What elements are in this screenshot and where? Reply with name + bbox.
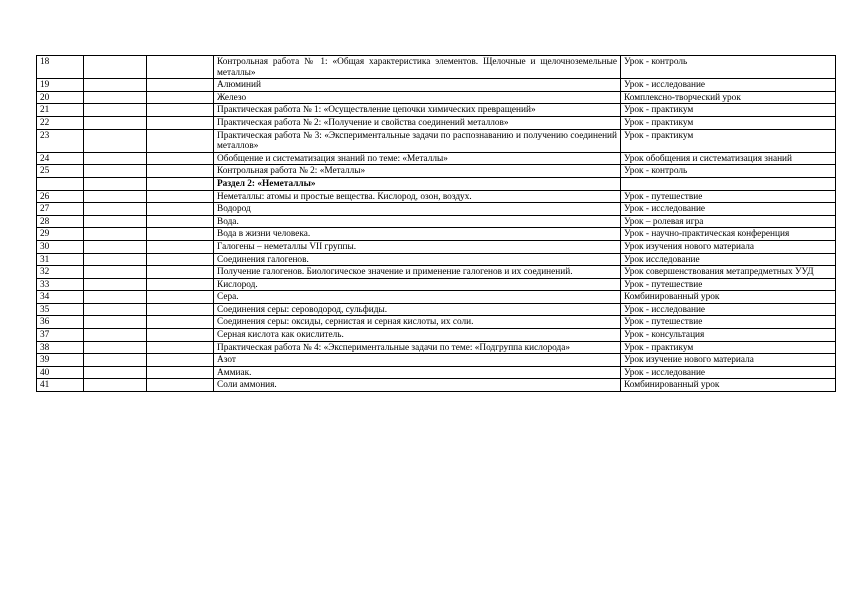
lesson-number-cell: 38: [37, 341, 84, 354]
empty-date-cell: [84, 366, 147, 379]
empty-date-cell: [147, 203, 214, 216]
table-row: [37, 152, 836, 165]
empty-date-cell: [84, 129, 147, 152]
lesson-number-cell: 22: [37, 116, 84, 129]
empty-date-cell: [147, 104, 214, 117]
empty-date-cell: [84, 379, 147, 392]
lesson-topic-cell: Соли аммония.: [214, 379, 621, 392]
empty-date-cell: [84, 104, 147, 117]
lesson-number-cell: 40: [37, 366, 84, 379]
lesson-topic-cell: Практическая работа № 4: «Экспериментальные задачи по теме: «Подгруппа кислорода»: [214, 341, 621, 354]
empty-date-cell: [147, 316, 214, 329]
lesson-type-cell: Урок - научно-практическая конференция: [621, 228, 836, 241]
table-row: [37, 366, 836, 379]
lesson-type-cell: Урок - консультация: [621, 329, 836, 342]
empty-date-cell: [84, 152, 147, 165]
empty-date-cell: [147, 177, 214, 190]
lesson-topic-cell: Вода в жизни человека.: [214, 228, 621, 241]
empty-date-cell: [147, 165, 214, 178]
empty-date-cell: [84, 303, 147, 316]
empty-date-cell: [147, 152, 214, 165]
lesson-number-cell: 18: [37, 56, 84, 79]
lesson-type-cell: Урок совершенствования метапредметных УУД: [621, 266, 836, 279]
empty-date-cell: [84, 341, 147, 354]
table-row: [37, 253, 836, 266]
lesson-type-cell: Урок - практикум: [621, 116, 836, 129]
table-row: [37, 316, 836, 329]
empty-date-cell: [147, 129, 214, 152]
lesson-topic-cell: Соединения серы: оксиды, сернистая и серная кислоты, их соли.: [214, 316, 621, 329]
lesson-number-cell: 35: [37, 303, 84, 316]
lesson-type-cell: Комбинированный урок: [621, 291, 836, 304]
table-row: [37, 215, 836, 228]
lesson-number-cell: 21: [37, 104, 84, 117]
table-row: [37, 379, 836, 392]
table-row: [37, 278, 836, 291]
lesson-type-cell: Урок - исследование: [621, 203, 836, 216]
table-row: [37, 228, 836, 241]
lesson-topic-cell: Водород: [214, 203, 621, 216]
lesson-number-cell: 32: [37, 266, 84, 279]
lesson-topic-cell: Получение галогенов. Биологическое значение и применение галогенов и их соединений.: [214, 266, 621, 279]
table-row: [37, 329, 836, 342]
lesson-number-cell: 37: [37, 329, 84, 342]
lesson-topic-cell: Азот: [214, 354, 621, 367]
lesson-topic-cell: Железо: [214, 91, 621, 104]
table-row: [37, 91, 836, 104]
empty-date-cell: [84, 228, 147, 241]
lesson-type-cell: Урок - путешествие: [621, 190, 836, 203]
lesson-topic-cell: Алюминий: [214, 79, 621, 92]
lesson-topic-cell: Обобщение и систематизация знаний по теме: «Металлы»: [214, 152, 621, 165]
empty-date-cell: [147, 116, 214, 129]
empty-date-cell: [147, 253, 214, 266]
lesson-topic-cell: Галогены – неметаллы VII группы.: [214, 240, 621, 253]
table-row: [37, 190, 836, 203]
empty-date-cell: [84, 316, 147, 329]
lesson-type-cell: [621, 177, 836, 190]
table-row: [37, 79, 836, 92]
table-row: [37, 116, 836, 129]
table-row: [37, 56, 836, 79]
empty-date-cell: [84, 240, 147, 253]
empty-date-cell: [147, 190, 214, 203]
lesson-number-cell: 41: [37, 379, 84, 392]
lesson-type-cell: Урок - исследование: [621, 366, 836, 379]
lesson-type-cell: Урок - путешествие: [621, 316, 836, 329]
table-row: [37, 303, 836, 316]
lesson-topic-cell: Серная кислота как окислитель.: [214, 329, 621, 342]
empty-date-cell: [147, 278, 214, 291]
lesson-type-cell: Урок - контроль: [621, 56, 836, 79]
lesson-type-cell: Урок - практикум: [621, 341, 836, 354]
empty-date-cell: [84, 116, 147, 129]
empty-date-cell: [147, 91, 214, 104]
lesson-type-cell: Урок обобщения и систематизация знаний: [621, 152, 836, 165]
lesson-number-cell: 39: [37, 354, 84, 367]
table-row: [37, 341, 836, 354]
lesson-topic-cell: Контрольная работа № 1: «Общая характеристика элементов. Щелочные и щелочноземельные металлы»: [214, 56, 621, 79]
empty-date-cell: [84, 291, 147, 304]
empty-date-cell: [84, 177, 147, 190]
lesson-topic-cell: Сера.: [214, 291, 621, 304]
table-row: [37, 354, 836, 367]
lesson-number-cell: 36: [37, 316, 84, 329]
empty-date-cell: [147, 366, 214, 379]
table-row: [37, 291, 836, 304]
lesson-type-cell: Урок – ролевая игра: [621, 215, 836, 228]
lesson-topic-cell: Неметаллы: атомы и простые вещества. Кислород, озон, воздух.: [214, 190, 621, 203]
lesson-type-cell: Урок изучения нового материала: [621, 240, 836, 253]
empty-date-cell: [147, 379, 214, 392]
lesson-type-cell: Урок исследование: [621, 253, 836, 266]
lesson-type-cell: Урок - контроль: [621, 165, 836, 178]
empty-date-cell: [147, 266, 214, 279]
empty-date-cell: [147, 291, 214, 304]
lesson-number-cell: 34: [37, 291, 84, 304]
lesson-topic-cell: Кислород.: [214, 278, 621, 291]
table-row: [37, 165, 836, 178]
empty-date-cell: [84, 266, 147, 279]
empty-date-cell: [84, 91, 147, 104]
lesson-number-cell: 25: [37, 165, 84, 178]
lesson-type-cell: Урок - исследование: [621, 79, 836, 92]
lesson-number-cell: 20: [37, 91, 84, 104]
table-row: [37, 129, 836, 152]
section-title-cell: Раздел 2: «Неметаллы»: [214, 177, 621, 190]
empty-date-cell: [147, 215, 214, 228]
empty-date-cell: [84, 354, 147, 367]
empty-date-cell: [84, 278, 147, 291]
empty-date-cell: [147, 303, 214, 316]
empty-date-cell: [147, 240, 214, 253]
empty-date-cell: [147, 341, 214, 354]
lesson-type-cell: Комбинированный урок: [621, 379, 836, 392]
lesson-type-cell: Урок - практикум: [621, 104, 836, 117]
lesson-type-cell: Урок - исследование: [621, 303, 836, 316]
empty-date-cell: [84, 215, 147, 228]
lesson-number-cell: 29: [37, 228, 84, 241]
lesson-topic-cell: Практическая работа № 3: «Экспериментальные задачи по распознаванию и получению соединений металлов»: [214, 129, 621, 152]
empty-date-cell: [147, 56, 214, 79]
section-header-row: [37, 177, 836, 190]
empty-date-cell: [84, 79, 147, 92]
table-row: [37, 240, 836, 253]
lesson-topic-cell: Практическая работа № 1: «Осуществление цепочки химических превращений»: [214, 104, 621, 117]
table-row: [37, 203, 836, 216]
table-row: [37, 104, 836, 117]
lesson-number-cell: 33: [37, 278, 84, 291]
lesson-number-cell: 27: [37, 203, 84, 216]
lesson-topic-cell: Соединения серы: сероводород, сульфиды.: [214, 303, 621, 316]
empty-date-cell: [147, 354, 214, 367]
lesson-topic-cell: Практическая работа № 2: «Получение и свойства соединений металлов»: [214, 116, 621, 129]
lesson-number-cell: 30: [37, 240, 84, 253]
empty-date-cell: [84, 253, 147, 266]
lesson-type-cell: Урок - путешествие: [621, 278, 836, 291]
document-page: [36, 55, 836, 392]
empty-date-cell: [147, 228, 214, 241]
lesson-number-cell: 28: [37, 215, 84, 228]
empty-date-cell: [84, 190, 147, 203]
lesson-type-cell: Комплексно-творческий урок: [621, 91, 836, 104]
lesson-number-cell: [37, 177, 84, 190]
empty-date-cell: [84, 329, 147, 342]
lesson-topic-cell: Контрольная работа № 2: «Металлы»: [214, 165, 621, 178]
empty-date-cell: [147, 329, 214, 342]
lesson-number-cell: 19: [37, 79, 84, 92]
empty-date-cell: [84, 165, 147, 178]
lesson-topic-cell: Аммиак.: [214, 366, 621, 379]
lesson-type-cell: Урок - практикум: [621, 129, 836, 152]
lesson-plan-body: [37, 56, 836, 392]
lesson-number-cell: 23: [37, 129, 84, 152]
lesson-number-cell: 24: [37, 152, 84, 165]
table-row: [37, 266, 836, 279]
lesson-number-cell: 31: [37, 253, 84, 266]
empty-date-cell: [84, 203, 147, 216]
lesson-number-cell: 26: [37, 190, 84, 203]
empty-date-cell: [84, 56, 147, 79]
lesson-plan-table: [36, 55, 836, 392]
lesson-topic-cell: Соединения галогенов.: [214, 253, 621, 266]
lesson-type-cell: Урок изучение нового материала: [621, 354, 836, 367]
lesson-topic-cell: Вода.: [214, 215, 621, 228]
empty-date-cell: [147, 79, 214, 92]
